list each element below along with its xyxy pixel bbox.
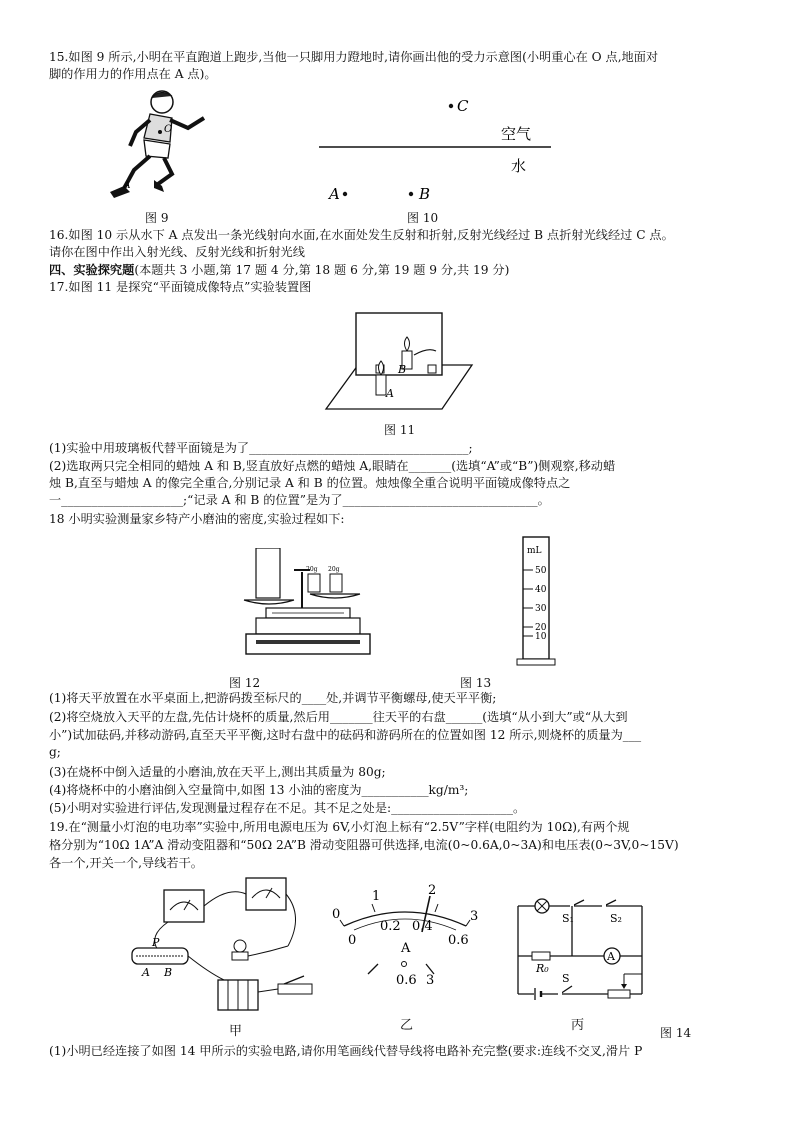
q16-line2: 请你在图中作出入射光线、反射光线和折射光线 bbox=[49, 245, 305, 259]
q17-part2a: (2)选取两只完全相同的蜡烛 A 和 B,竖直放好点燃的蜡烛 A,眼睛在_______(选填“A”或“B”)侧观察,移动蜡 bbox=[49, 459, 616, 473]
fig13-tick-50: 50 bbox=[535, 566, 547, 576]
fig14-top-0: 0 bbox=[332, 907, 341, 922]
fig14-jia-caption: 甲 bbox=[229, 1024, 243, 1039]
fig14-label-r0: R₀ bbox=[536, 962, 549, 975]
fig13-caption: 图 13 bbox=[460, 676, 492, 690]
fig14-term-3: 3 bbox=[426, 973, 435, 988]
fig13-unit: mL bbox=[527, 546, 542, 556]
fig9-caption: 图 9 bbox=[145, 211, 169, 225]
fig10-label-c: C bbox=[457, 97, 469, 115]
q18-part1: (1)将天平放置在水平桌面上,把游码拨至标尺的____处,并调节平衡螺母,使天平平衡; bbox=[49, 691, 497, 705]
figure-14-yi-ammeter bbox=[330, 880, 480, 990]
fig11-label-a: A bbox=[386, 387, 394, 400]
q18-part3: (3)在烧杯中倒入适量的小磨油,放在天平上,测出其质量为 80g; bbox=[49, 765, 386, 779]
fig11-label-b: B bbox=[398, 363, 407, 376]
q19-line2: 格分别为“10Ω 1A”A 滑动变阻器和“50Ω 2A”B 滑动变阻器可供选择,电流(0~0.6A,0~3A)和电压表(0~3V,0~15V) bbox=[49, 838, 679, 852]
q18-intro: 18 小明实验测量家乡特产小磨油的密度,实验过程如下: bbox=[49, 512, 345, 526]
fig14-bing-caption: 丙 bbox=[571, 1018, 585, 1033]
fig14-label-s1: S₁ bbox=[562, 912, 574, 925]
q18-part2a: (2)将空烧放入天平的左盘,先估计烧杯的质量,然后用_______往天平的右盘______(选填“从小到大”或“从大到 bbox=[49, 710, 628, 724]
fig14-label-ammeter: A bbox=[607, 950, 615, 963]
q17-part2c: 一____________________;“记录 A 和 B 的位置”是为了________________________________。 bbox=[49, 493, 550, 507]
fig12-weight-2: 20g bbox=[328, 566, 340, 573]
fig10-label-a: A bbox=[329, 185, 340, 203]
q17-part2b: 烛 B,直至与蜡烛 A 的像完全重合,分别记录 A 和 B 的位置。烛烛像全重合说明平面镜成像特点之 bbox=[49, 476, 571, 490]
figure-14-bing-circuit bbox=[508, 896, 653, 1001]
fig9-label-a: A bbox=[124, 181, 131, 191]
fig14-top-1: 1 bbox=[372, 889, 381, 904]
figure-13-cylinder bbox=[513, 533, 563, 668]
fig13-tick-20: 20 bbox=[535, 623, 547, 633]
q18-part2c: g; bbox=[49, 745, 61, 759]
figure-14-jia-apparatus bbox=[128, 876, 318, 1021]
fig10-caption: 图 10 bbox=[407, 211, 439, 225]
q17-intro: 17.如图 11 是探究“平面镜成像特点”实验装置图 bbox=[49, 280, 312, 294]
section4-title: 四、实验探究题 bbox=[49, 263, 135, 277]
fig14-label-s2: S₂ bbox=[610, 912, 622, 925]
fig10-water: 水 bbox=[511, 157, 527, 175]
fig10-label-b: B bbox=[419, 185, 431, 203]
fig11-caption: 图 11 bbox=[384, 423, 416, 437]
q19-part1: (1)小明已经连接了如图 14 甲所示的实验电路,请你用笔画线代替导线将电路补充完整(要求:连线不交叉,滑片 P bbox=[49, 1044, 643, 1058]
fig10-air: 空气 bbox=[501, 125, 532, 143]
q15-line1: 15.如图 9 所示,小明在平直跑道上跑步,当他一只脚用力蹬地时,请你画出他的受力示意图(小明重心在 O 点,地面对 bbox=[49, 50, 659, 64]
fig14-bottom-02: 0.2 bbox=[380, 919, 401, 934]
fig14-label-p: P bbox=[152, 936, 160, 949]
q19-line3: 各一个,开关一个,导线若干。 bbox=[49, 856, 203, 870]
q18-part2b: 小”)试加砝码,并移动游码,直至天平平衡,这时右盘中的砝码和游码所在的位置如图 12 所示,则烧杯的质量为___ bbox=[49, 728, 642, 742]
fig14-label-b: B bbox=[164, 966, 173, 979]
fig9-label-o: O bbox=[164, 124, 173, 135]
fig14-caption: 图 14 bbox=[660, 1026, 692, 1040]
fig13-tick-30: 30 bbox=[535, 604, 547, 614]
fig14-top-3: 3 bbox=[470, 909, 479, 924]
figure-12-balance bbox=[236, 548, 376, 668]
section4-note: (本题共 3 小题,第 17 题 4 分,第 18 题 6 分,第 19 题 9 分,共 19 分) bbox=[134, 263, 510, 277]
fig14-label-s: S bbox=[562, 972, 570, 985]
fig13-tick-40: 40 bbox=[535, 585, 547, 595]
fig14-bottom-04: 0.4 bbox=[412, 919, 433, 934]
fig14-top-2: 2 bbox=[428, 883, 437, 898]
q17-part1: (1)实验中用玻璃板代替平面镜是为了____________________________________; bbox=[49, 441, 473, 455]
figure-11-mirror bbox=[318, 311, 474, 417]
q19-line1: 19.在“测量小灯泡的电功率”实验中,所用电源电压为 6V,小灯泡上标有“2.5V”字样(电阻约为 10Ω),有两个规 bbox=[49, 820, 630, 834]
fig14-yi-caption: 乙 bbox=[400, 1018, 414, 1033]
q18-part5: (5)小明对实验进行评估,发现测量过程存在不足。其不足之处是:____________________。 bbox=[49, 801, 526, 815]
q18-part4: (4)将烧杯中的小磨油倒入空量筒中,如图 13 小油的密度为___________kg/m³; bbox=[49, 783, 469, 797]
fig12-caption: 图 12 bbox=[229, 676, 261, 690]
figure-10-light bbox=[315, 95, 555, 210]
q15-line2: 脚的作用力的作用点在 A 点)。 bbox=[49, 67, 217, 81]
section4-heading bbox=[49, 262, 509, 279]
q16-line1: 16.如图 10 示从水下 A 点发出一条光线射向水面,在水面处发生反射和折射,反射光线经过 B 点折射光线经过 C 点。 bbox=[49, 228, 674, 242]
fig14-bottom-06: 0.6 bbox=[448, 933, 469, 948]
fig12-weight-1: 20g bbox=[306, 566, 318, 573]
fig14-unit-a: A bbox=[401, 941, 411, 956]
figure-9-runner bbox=[100, 88, 212, 206]
fig14-label-a: A bbox=[142, 966, 150, 979]
fig13-tick-10: 10 bbox=[535, 632, 547, 642]
fig14-bottom-0: 0 bbox=[348, 933, 357, 948]
fig14-term-06: 0.6 bbox=[396, 973, 417, 988]
